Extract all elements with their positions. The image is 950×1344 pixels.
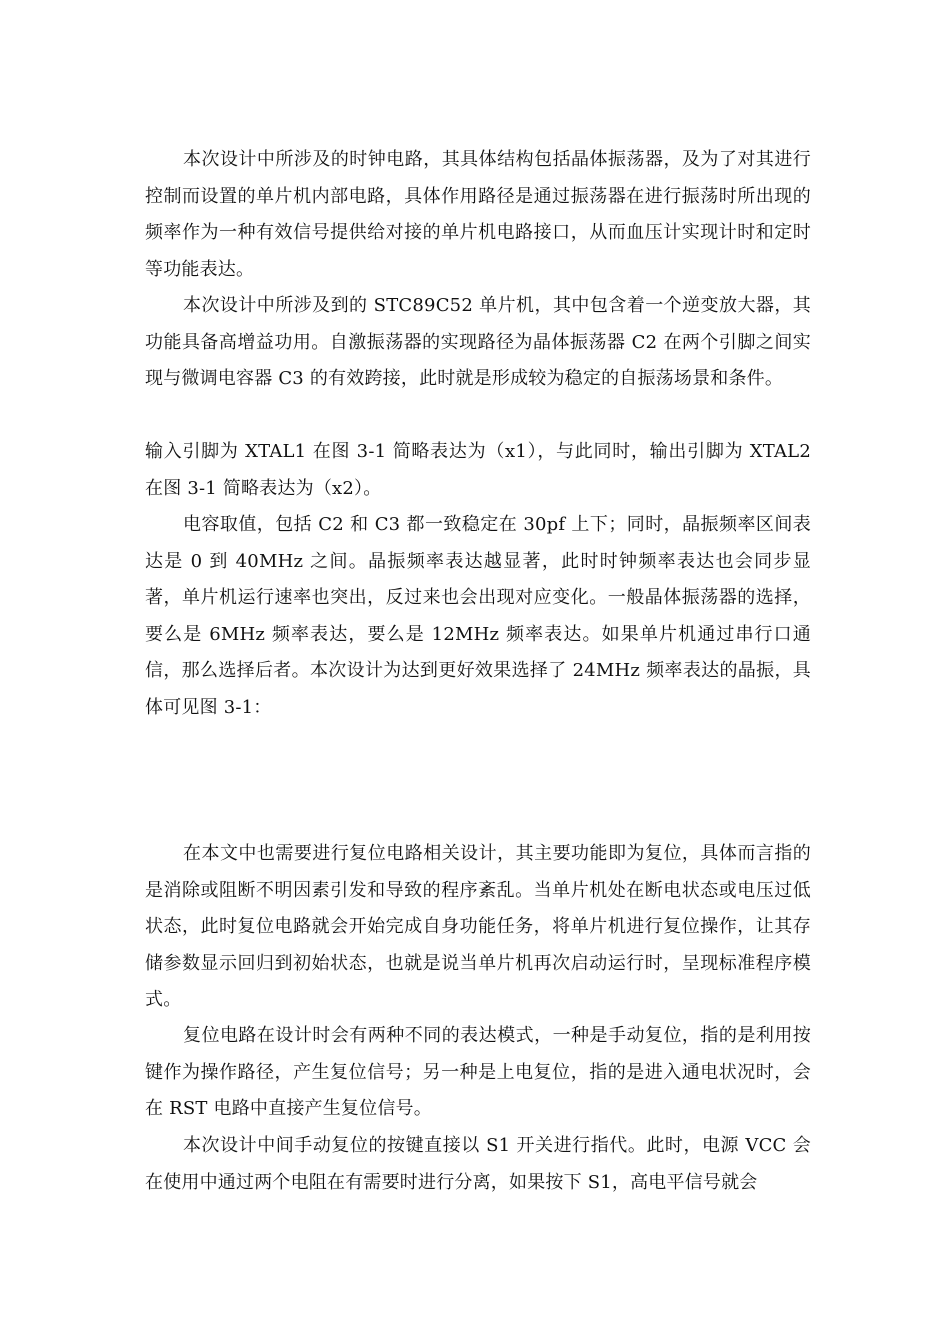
paragraph-clock-circuit: 本次设计中所涉及的时钟电路，其具体结构包括晶体振荡器，及为了对其进行控制而设置的单片机内部电路，具体作用路径是通过振荡器在进行振荡时所出现的频率作为一种有效信号提供给对接的单片机电路接口，从而血压计实现计时和定时等功能表达。 [145, 149, 811, 280]
paragraph-xtal-pins: 输入引脚为 XTAL1 在图 3-1 简略表达为（x1），与此同时，输出引脚为 XTAL2 在图 3-1 简略表达为（x2）。 [145, 441, 811, 499]
paragraph-stc89c52: 本次设计中所涉及到的 STC89C52 单片机，其中包含着一个逆变放大器，其功能具备高增益功用。自激振荡器的实现路径为晶体振荡器 C2 在两个引脚之间实现与微调电容器 C3 的有效跨接，此时就是形成较为稳定的自振荡场景和条件。 [145, 295, 811, 389]
paragraph-reset-circuit: 在本文中也需要进行复位电路相关设计，其主要功能即为复位，具体而言指的是消除或阻断不明因素引发和导致的程序紊乱。当单片机处在断电状态或电压过低状态，此时复位电路就会开始完成自身功能任务，将单片机进行复位操作，让其存储参数显示回归到初始状态，也就是说当单片机再次启动运行时，呈现标准程序模式。 [145, 843, 811, 1010]
paragraph-capacitor-crystal: 电容取值，包括 C2 和 C3 都一致稳定在 30pf 上下；同时，晶振频率区间表达是 0 到 40MHz 之间。晶振频率表达越显著，此时时钟频率表达也会同步显著，单片机运行速率也突出，反过来也会出现对应变化。一般晶体振荡器的选择，要么是 6MHz 频率表达，要么是 12MHz 频率表达。如果单片机通过串行口通信，那么选择后者。本次设计为达到更好效果选择了 24MHz 频率表达的晶振，具体可见图 3-1： [145, 514, 811, 718]
paragraph-reset-modes: 复位电路在设计时会有两种不同的表达模式，一种是手动复位，指的是利用按键作为操作路径，产生复位信号；另一种是上电复位，指的是进入通电状况时，会在 RST 电路中直接产生复位信号。 [145, 1025, 811, 1119]
paragraph-manual-reset: 本次设计中间手动复位的按键直接以 S1 开关进行指代。此时，电源 VCC 会在使用中通过两个电阻在有需要时进行分离，如果按下 S1，高电平信号就会 [145, 1135, 811, 1193]
